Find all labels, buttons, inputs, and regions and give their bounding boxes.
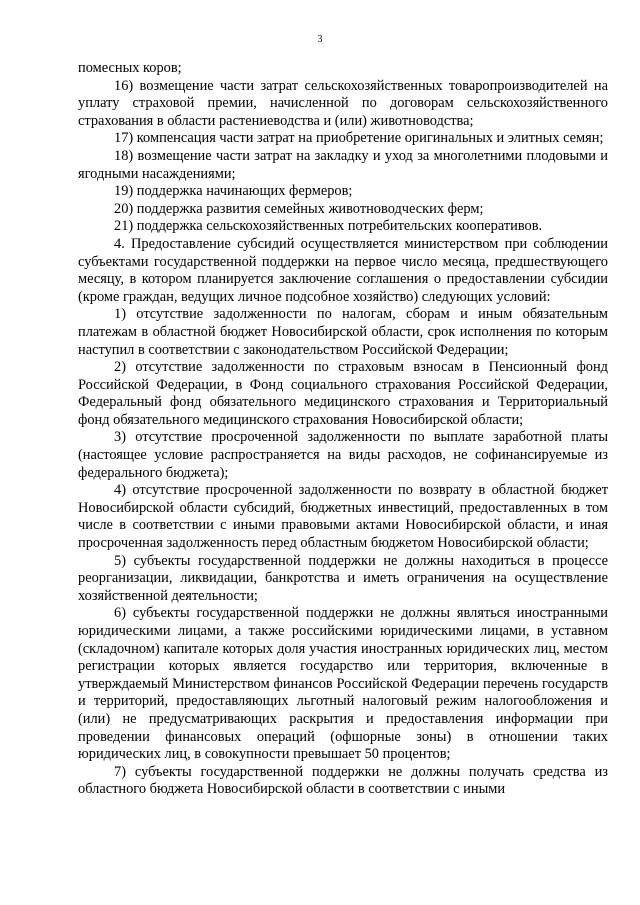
paragraph: 2) отсутствие задолженности по страховым взносам в Пенсионный фонд Российской Федерации, в Фонд социального страхования Российской Федерации, Федеральный фонд обязательного медицинского страхования и Территориальный фонд обязательного медицинского страхования Новосибирской области; <box>78 359 608 428</box>
paragraph: 21) поддержка сельскохозяйственных потребительских кооперативов. <box>114 218 543 235</box>
paragraph: 18) возмещение части затрат на закладку и уход за многолетними плодовыми и ягодными насаждениями; <box>78 147 608 182</box>
paragraph: 19) поддержка начинающих фермеров; <box>114 183 353 200</box>
paragraph: 16) возмещение части затрат сельскохозяйственных товаропроизводителей на уплату страховой премии, начисленной по договорам сельскохозяйственного страхования в области растениеводства и (или) животноводства; <box>78 77 608 129</box>
paragraph: 6) субъекты государственной поддержки не должны являться иностранными юридическими лицами, а также российскими юридическими лицами, в уставном (складочном) капитале которых доля участия иностранных юридических лиц, местом регистрации которых является государство или территория, включенные в утверждаемый Министерством финансов Российской Федерации перечень государств и территорий, предоставляющих льготный налоговый режим налогообложения и (или) не предусматривающих раскрытия и предоставления информации при проведении финансовых операций (офшорные зоны) в отношении таких юридических лиц, в совокупности превышает 50 процентов; <box>78 605 608 763</box>
paragraph: помесных коров; <box>78 60 182 76</box>
paragraph: 1) отсутствие задолженности по налогам, сборам и иным обязательным платежам в областной бюджет Новосибирской области, срок исполнения по которым наступил в соответствии с законодательством Российской Федерации; <box>78 306 608 358</box>
paragraph: 17) компенсация части затрат на приобретение оригинальных и элитных семян; <box>114 130 604 147</box>
document-body <box>78 60 608 799</box>
paragraph: 5) субъекты государственной поддержки не должны находиться в процессе реорганизации, ликвидации, банкротства и иметь ограничения на осуществление хозяйственной деятельности; <box>78 552 608 604</box>
paragraph: 20) поддержка развития семейных животноводческих ферм; <box>114 200 484 217</box>
paragraph: 4) отсутствие просроченной задолженности по возврату в областной бюджет Новосибирской области субсидий, бюджетных инвестиций, предоставленных в том числе в соответствии с иными правовыми актами Новосибирской области, и иная просроченная задолженность перед областным бюджетом Новосибирской области; <box>78 482 608 552</box>
paragraph: 3) отсутствие просроченной задолженности по выплате заработной платы (настоящее условие распространяется на виды расходов, не софинансируемые из федерального бюджета); <box>78 429 608 481</box>
paragraph: 7) субъекты государственной поддержки не должны получать средства из областного бюджета Новосибирской области в соответствии с иными <box>78 763 608 798</box>
page-number: 3 <box>317 34 323 45</box>
paragraph: 4. Предоставление субсидий осуществляется министерством при соблюдении субъектами государственной поддержки на первое число месяца, предшествующего месяцу, в котором планируется заключение соглашения о предоставлении субсидии (кроме граждан, ведущих личное подсобное хозяйство) следующих условий: <box>78 235 608 305</box>
